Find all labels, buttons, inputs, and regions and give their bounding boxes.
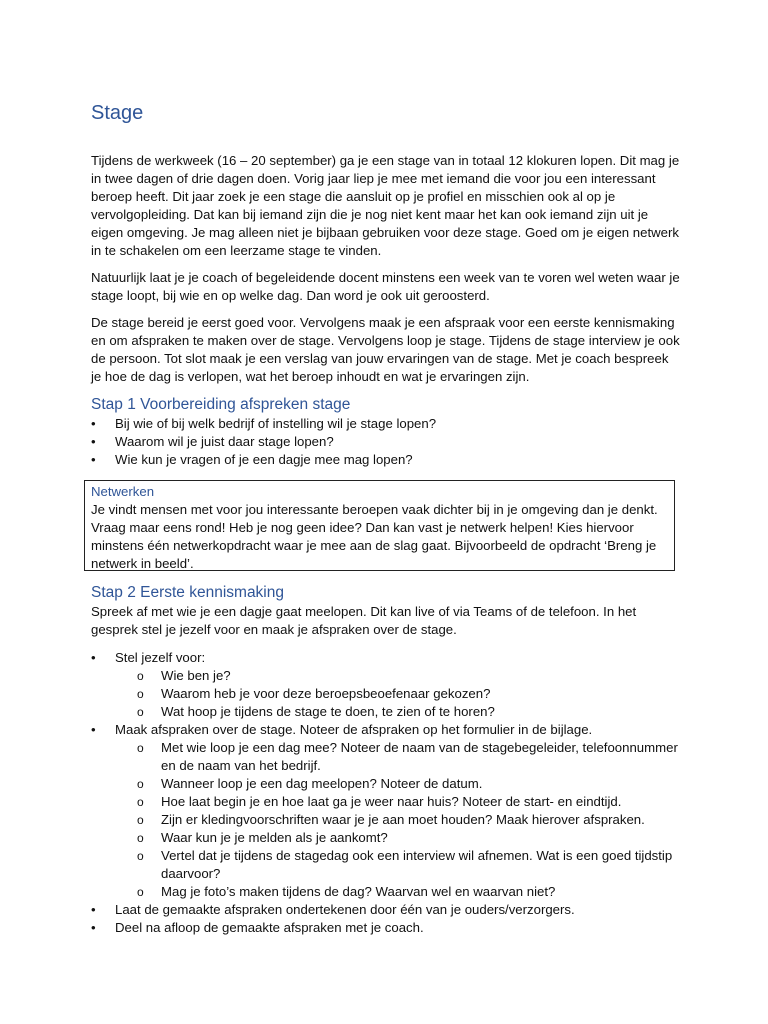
- sub-list-item: o Waar kun je je melden als je aankomt?: [137, 830, 388, 845]
- sub-list-item: o Hoe laat begin je en hoe laat ga je weer naar huis? Noteer de start- en eindtijd.: [137, 794, 622, 809]
- bullet-icon: •: [91, 434, 96, 449]
- list-item: • Wie kun je vragen of je een dagje mee mag lopen?: [91, 452, 413, 467]
- bullet-icon: •: [91, 722, 96, 737]
- bullet-icon: •: [91, 920, 96, 935]
- list-item: • Maak afspraken over de stage. Noteer de afspraken op het formulier in de bijlage.: [91, 722, 593, 737]
- intro-paragraph-3: De stage bereid je eerst goed voor. Vervolgens maak je een afspraak voor een eerste kennismaking en om afspraken te maken over de stage. Vervolgens loop je stage. Tijdens de stage interview je ook de persoon. Tot slot maak je een verslag van jouw ervaringen van de stage. Met je coach bespreek je hoe de dag is verlopen, wat het beroep inhoudt en wat je ervaringen zijn.: [91, 315, 680, 384]
- list-item: • Deel na afloop de gemaakte afspraken met je coach.: [91, 920, 424, 935]
- circle-bullet-icon: o: [137, 741, 144, 755]
- circle-bullet-icon: o: [137, 885, 144, 899]
- circle-bullet-icon: o: [137, 669, 144, 683]
- intro-paragraph-1: Tijdens de werkweek (16 – 20 september) ga je een stage van in totaal 12 klokuren lopen. Dit mag je in twee dagen of drie dagen doen. Vorig jaar liep je mee met iemand die voor jou een interessant beroep heeft. Dit jaar zoek je een stage die aansluit op je profiel en misschien ook al op je vervolgopleiding. Dat kan bij iemand zijn die je nog niet kent maar het kan ook iemand zijn uit je eigen omgeving. Je mag alleen niet je bijbaan gebruiken voor deze stage. Goed om je eigen netwerk in te schakelen om een leerzame stage te vinden.: [91, 153, 680, 258]
- list-item: • Bij wie of bij welk bedrijf of instelling wil je stage lopen?: [91, 416, 437, 431]
- sub-list-item: o Wanneer loop je een dag meelopen? Noteer de datum.: [137, 776, 483, 791]
- sub-list-item: o Met wie loop je een dag mee? Noteer de naam van de stagebegeleider, telefoonnummer en de naam van het bedrijf.: [137, 740, 678, 773]
- intro-paragraph-2: Natuurlijk laat je je coach of begeleidende docent minstens een week van te voren wel weten waar je stage loopt, bij wie en op welke dag. Dan word je ook uit geroosterd.: [91, 270, 680, 303]
- step2-intro: Spreek af met wie je een dagje gaat meelopen. Dit kan live of via Teams of de telefoon. In het gesprek stel je jezelf voor en maak je afspraken over de stage.: [91, 604, 637, 637]
- network-text: Je vindt mensen met voor jou interessante beroepen vaak dichter bij in je omgeving dan je denkt. Vraag maar eens rond! Heb je nog geen idee? Dan kan vast je netwerk helpen! Kies hiervoor minstens één netwerkopdracht waar je mee aan de slag gaat. Bijvoorbeeld de opdracht ‘Breng je netwerk in beeld’.: [91, 502, 658, 571]
- sub-list-item: o Waarom heb je voor deze beroepsbeoefenaar gekozen?: [137, 686, 491, 701]
- list-item: • Laat de gemaakte afspraken ondertekenen door één van je ouders/verzorgers.: [91, 902, 575, 917]
- sub-list-item: o Mag je foto’s maken tijdens de dag? Waarvan wel en waarvan niet?: [137, 884, 556, 899]
- network-callout-box: [84, 480, 675, 571]
- bullet-icon: •: [91, 650, 96, 665]
- bullet-icon: •: [91, 902, 96, 917]
- circle-bullet-icon: o: [137, 687, 144, 701]
- circle-bullet-icon: o: [137, 831, 144, 845]
- bullet-icon: •: [91, 452, 96, 467]
- circle-bullet-icon: o: [137, 777, 144, 791]
- sub-list-item: o Wie ben je?: [137, 668, 231, 683]
- step1-heading: Stap 1 Voorbereiding afspreken stage: [91, 396, 351, 413]
- sub-list-item: o Zijn er kledingvoorschriften waar je je aan moet houden? Maak hierover afspraken.: [137, 812, 645, 827]
- circle-bullet-icon: o: [137, 705, 144, 719]
- step1-list: [91, 415, 681, 469]
- circle-bullet-icon: o: [137, 795, 144, 809]
- circle-bullet-icon: o: [137, 849, 144, 863]
- sub-list-item: o Vertel dat je tijdens de stagedag ook een interview wil afnemen. Wat is een goed tijdstip daarvoor?: [137, 848, 673, 881]
- list-item: • Stel jezelf voor:: [91, 650, 206, 665]
- circle-bullet-icon: o: [137, 813, 144, 827]
- sub-list-item: o Wat hoop je tijdens de stage te doen, te zien of te horen?: [137, 704, 495, 719]
- bullet-icon: •: [91, 416, 96, 431]
- list-item: • Waarom wil je juist daar stage lopen?: [91, 434, 334, 449]
- step2-list: [91, 649, 681, 937]
- step2-heading: Stap 2 Eerste kennismaking: [91, 584, 284, 601]
- page-title: Stage: [91, 102, 144, 124]
- network-heading: Netwerken: [91, 484, 155, 499]
